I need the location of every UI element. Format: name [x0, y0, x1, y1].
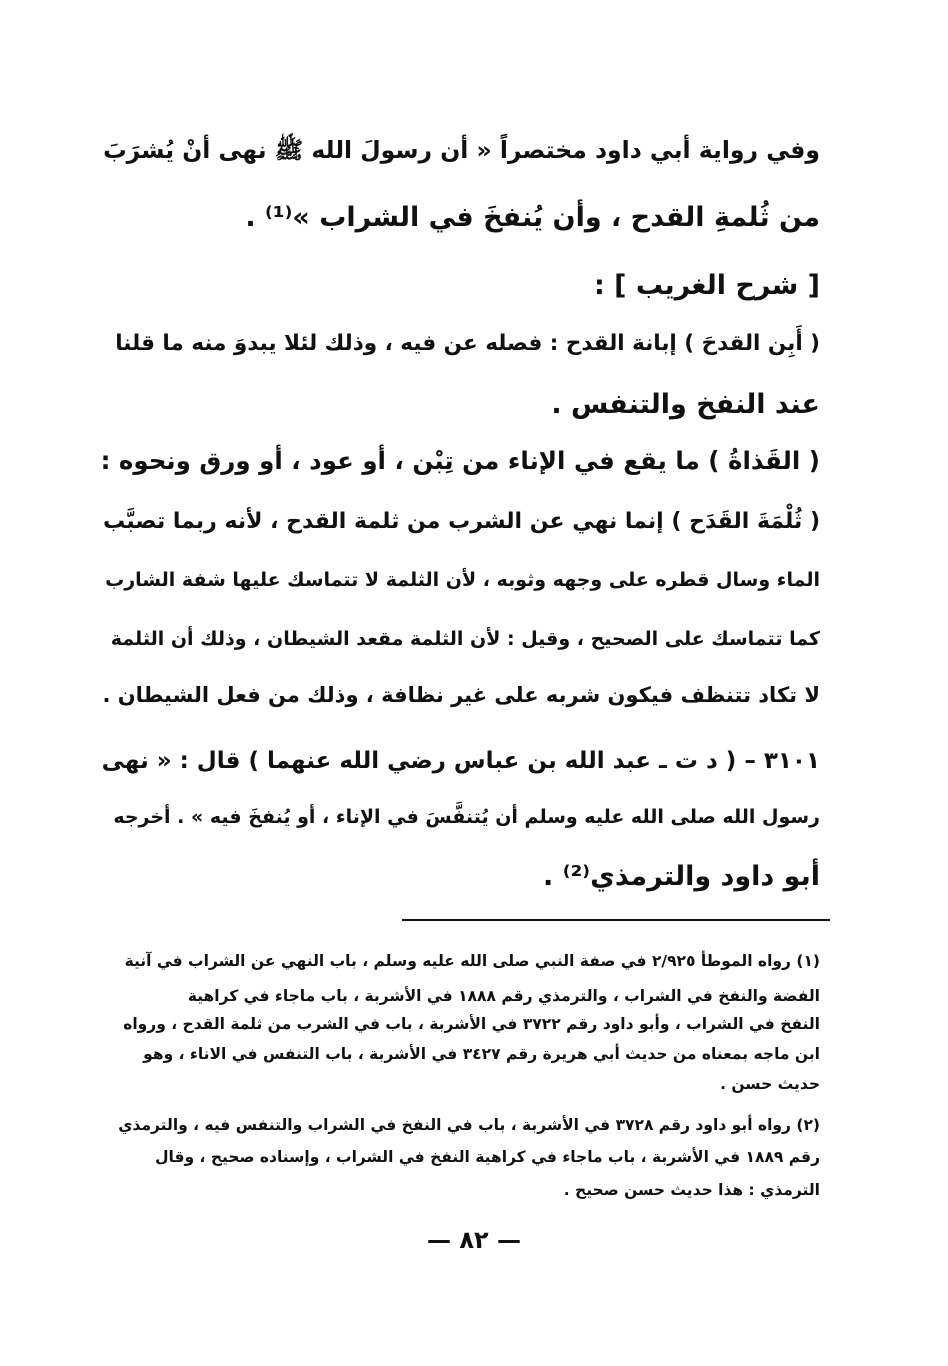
- footnote-line: النفخ في الشراب ، وأبو داود رقم ٣٧٢٢ في الأشربة ، باب في الشرب من ثلمة القدح ، ورواه: [123, 1015, 820, 1033]
- footnote-line: الفضة والنفخ في الشراب ، والترمذي رقم ١٨٨٨ في الأشربة ، باب ماجاء في كراهية: [187, 987, 820, 1005]
- page-number: — ٨٢ —: [426, 1226, 521, 1254]
- body-text-line: لا تكاد تتنظف فيكون شربه على غير نظافة ، وذلك من فعل الشيطان .: [102, 683, 820, 707]
- body-text-line: وفي رواية أبي داود مختصراً « أن رسولَ الله ﷺ نهى أنْ يُشرَبَ: [103, 136, 820, 164]
- footnote-line: الترمذي : هذا حديث حسن صحيح .: [563, 1181, 820, 1199]
- footnote-separator: [402, 919, 830, 921]
- footnote-line: (٢) رواه أبو داود رقم ٣٧٢٨ في الأشربة ، باب في النفخ في الشراب والتنفس فيه ، والترمذي: [118, 1116, 820, 1134]
- footnote-line: حديث حسن .: [720, 1075, 820, 1093]
- footnote-line: (١) رواه الموطأ ٢/٩٢٥ في صفة النبي صلى الله عليه وسلم ، باب النهي عن الشراب في آنية: [124, 952, 820, 970]
- body-text-line: الماء وسال قطره على وجهه وثوبه ، لأن الثلمة لا تتماسك عليها شفة الشارب: [105, 569, 820, 591]
- footnote-line: ابن ماجه بمعناه من حديث أبي هريرة رقم ٣٤٢٧ في الأشربة ، باب التنفس في الاناء ، وهو: [143, 1045, 820, 1063]
- body-text-line: من ثُلمةِ القدح ، وأن يُنفخَ في الشراب »⁽¹⁾ .: [245, 202, 820, 233]
- body-text-line: عند النفخ والتنفس .: [551, 389, 820, 420]
- body-text-line: رسول الله صلى الله عليه وسلم أن يُتنفَّسَ في الإناء ، أو يُنفخَ فيه » . أخرجه: [113, 806, 820, 828]
- body-text-line: ( القَذاةُ ) ما يقع في الإناء من تِبْن ، أو عود ، أو ورق ونحوه :: [100, 446, 820, 475]
- body-text-line: أبو داود والترمذي⁽²⁾ .: [543, 861, 820, 892]
- body-text-line: ( ثُلْمَةَ القَدَح ) إنما نهي عن الشرب من ثلمة القدح ، لأنه ربما تصبَّب: [103, 509, 820, 534]
- footnote-line: رقم ١٨٨٩ في الأشربة ، باب ماجاء في كراهية النفخ في الشراب ، وإسناده صحيح ، وقال: [155, 1148, 820, 1166]
- body-text-line: كما تتماسك على الصحيح ، وقيل : لأن الثلمة مقعد الشيطان ، وذلك أن الثلمة: [110, 628, 820, 650]
- body-text-line: ( أَبِن القدحَ ) إبانة القدح : فصله عن فيه ، وذلك لئلا يبدوَ منه ما قلنا: [115, 331, 820, 356]
- hadith-heading-line: ٣١٠١ – ( د ت ـ عبد الله بن عباس رضي الله عنهما ) قال : « نهى: [101, 748, 820, 774]
- section-heading: [ شرح الغريب ] :: [593, 270, 820, 301]
